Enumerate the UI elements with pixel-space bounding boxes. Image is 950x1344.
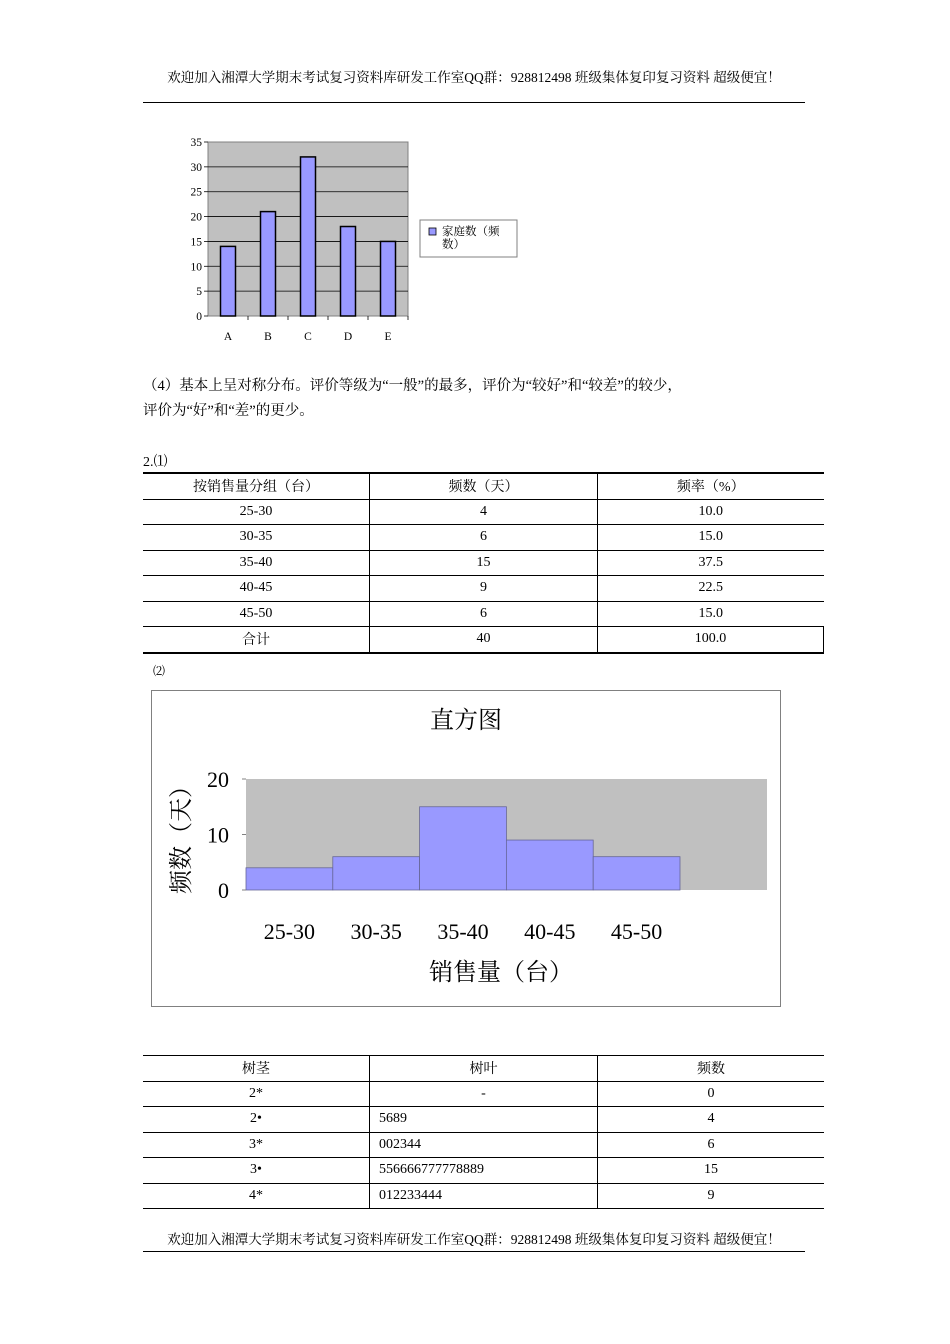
y-tick-label: 20 [207,767,229,792]
legend-label: 家庭数（频 [442,226,500,238]
bar [381,241,396,316]
y-tick-label: 10 [207,822,229,848]
y-tick-label: 30 [190,161,202,174]
section-2-label: 2.⑴ [143,455,168,470]
table-cell: 22.5 [598,576,824,602]
stem-leaf-table [143,1055,824,1209]
legend-label-cont: 数） [442,239,465,251]
table-row [143,1132,824,1158]
sales-histogram [151,690,782,1008]
table-row [143,576,824,602]
y-tick-label: 10 [190,261,202,274]
x-tick-label: B [264,331,272,343]
table-cell: 6 [370,601,598,627]
x-tick-label: 30-35 [350,919,402,944]
table-row [143,499,824,525]
part-2-label: ⑵ [153,664,166,678]
histogram-bar [506,840,593,890]
table-cell: 40-45 [143,576,370,602]
table-row [143,1158,824,1184]
header-rule [143,102,805,103]
x-tick-label: A [223,331,233,343]
table-cell: 4 [598,1107,825,1133]
table-cell: - [370,1081,598,1107]
table-row-total [143,627,824,653]
table-cell: 9 [598,1183,825,1209]
table-cell: 6 [598,1132,825,1158]
x-tick-label: 35-40 [437,919,489,944]
table-row [143,1183,824,1209]
y-tick-label: 35 [190,137,202,149]
table-cell: 002344 [370,1132,598,1158]
table-cell: 15 [370,550,598,576]
table-row [143,601,824,627]
header-cell: 频数（天） [370,473,598,499]
frequency-table [143,472,824,654]
y-tick-label: 15 [190,236,202,249]
table-cell: 3• [143,1158,370,1184]
table-cell: 合计 [143,627,370,653]
bar [261,212,276,316]
header-cell: 树叶 [370,1056,598,1082]
table-header-row [143,473,824,499]
footer-rule [143,1251,805,1252]
table-cell: 556666777778889 [370,1158,598,1184]
x-tick-label: 45-50 [610,919,663,944]
table-cell: 25-30 [143,499,370,525]
para-4-line2: 评价为“好”和“差”的更少。 [143,403,314,419]
table-cell: 10.0 [598,499,824,525]
table-row [143,550,824,576]
header-cell: 树茎 [143,1056,370,1082]
table-cell: 5689 [370,1107,598,1133]
table-cell: 012233444 [370,1183,598,1209]
y-axis-label: 频数（天） [169,774,195,894]
table-cell: 2* [143,1081,370,1107]
x-tick-label: D [343,331,353,343]
histogram-bar [593,857,680,890]
x-axis-label: 销售量（台） [429,960,573,986]
header-cell: 频数 [598,1056,825,1082]
table-row [143,525,824,551]
table-cell: 45-50 [143,601,370,627]
table-row [143,1081,824,1107]
x-tick-label: 40-45 [524,919,576,944]
table-cell: 4* [143,1183,370,1209]
header-cell: 按销售量分组（台） [143,473,370,499]
table-cell: 15.0 [598,601,824,627]
table-cell: 35-40 [143,550,370,576]
table-row [143,1107,824,1133]
table-cell: 2• [143,1107,370,1133]
x-tick-label: 25-30 [263,919,316,944]
bar [301,157,316,316]
table-cell: 15 [598,1158,825,1184]
y-tick-label: 0 [196,311,202,323]
table-cell: 37.5 [598,550,824,576]
y-tick-label: 0 [218,878,229,903]
table-cell: 15.0 [598,525,824,551]
bar [221,246,236,316]
table-cell: 9 [370,576,598,602]
bar [341,227,356,316]
y-tick-label: 20 [190,211,202,224]
para-4-line1: （4）基本上呈对称分布。评价等级为“一般”的最多，评价为“较好”和“较差”的较少， [143,378,682,394]
table-cell: 0 [598,1081,825,1107]
x-tick-label: E [384,331,392,343]
chart-title: 直方图 [430,708,502,734]
table-cell: 3* [143,1132,370,1158]
table-header-row [143,1056,824,1082]
household-bar-chart [150,130,530,350]
table-cell: 4 [370,499,598,525]
table-cell: 40 [370,627,598,653]
histogram-bar [420,807,507,890]
legend-swatch [429,228,436,235]
table-cell: 6 [370,525,598,551]
page-header: 欢迎加入湘潭大学期末考试复习资料库研发工作室QQ群：928812498 班级集体复印复习资料 超级便宜！ [167,70,781,85]
histogram-bar [333,857,420,890]
y-tick-label: 25 [190,186,202,199]
y-tick-label: 5 [196,286,202,299]
header-cell: 频率（%） [598,473,824,499]
histogram-bar [246,868,333,890]
page-footer: 欢迎加入湘潭大学期末考试复习资料库研发工作室QQ群：928812498 班级集体复印复习资料 超级便宜！ [167,1232,781,1247]
table-cell: 100.0 [598,627,824,653]
table-cell: 30-35 [143,525,370,551]
x-tick-label: C [304,331,312,343]
